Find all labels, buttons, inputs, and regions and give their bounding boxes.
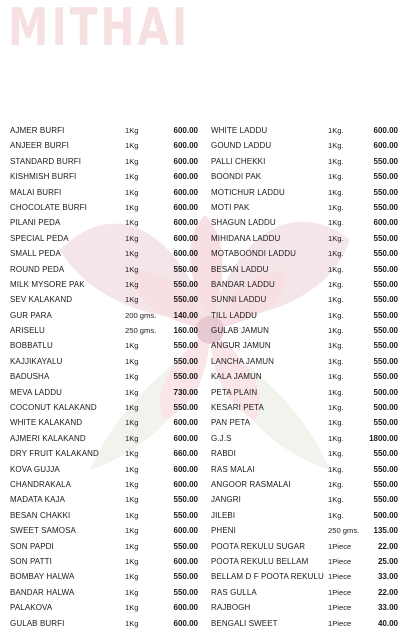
item-quantity: 1Kg. <box>328 141 344 151</box>
menu-item-row <box>10 431 197 446</box>
item-quantity: 250 gms. <box>125 326 157 336</box>
item-name: BELLAM D F POOTA REKULU <box>211 572 324 582</box>
item-quantity: 1Piece <box>328 618 352 628</box>
menu-item-row <box>211 123 398 138</box>
item-quantity: 1Kg. <box>328 433 344 443</box>
item-quantity: 1Kg. <box>328 156 344 166</box>
item-name: PHENI <box>211 526 236 536</box>
item-price: 25.00 <box>377 556 398 566</box>
item-quantity: 1Kg. <box>328 202 344 212</box>
item-quantity: 1Kg <box>125 387 139 397</box>
menu-item-row <box>211 185 398 200</box>
item-quantity: 1Kg <box>125 433 139 443</box>
item-name: MIHIDANA LADDU <box>211 233 281 243</box>
item-price: 550.00 <box>373 495 398 505</box>
item-price: 550.00 <box>373 479 398 489</box>
item-quantity: 1Kg. <box>328 510 344 520</box>
item-price: 550.00 <box>373 295 398 305</box>
menu-item-row <box>211 277 398 292</box>
item-quantity: 1Kg <box>125 418 139 428</box>
item-name: SEV KALAKAND <box>10 295 73 305</box>
item-name: AJMER BURFI <box>10 126 65 135</box>
item-price: 550.00 <box>173 572 198 582</box>
menu-item-row <box>211 138 398 153</box>
item-price: 550.00 <box>173 295 198 305</box>
item-quantity: 1Kg. <box>328 187 344 197</box>
item-name: GOUND LADDU <box>211 141 272 151</box>
item-name: MOTABOONDI LADDU <box>211 249 297 259</box>
item-price: 730.00 <box>173 387 198 397</box>
item-quantity: 1Piece <box>328 603 352 613</box>
item-price: 550.00 <box>173 510 198 520</box>
item-quantity: 1Kg. <box>328 310 344 320</box>
item-price: 550.00 <box>173 541 198 551</box>
item-price: 22.00 <box>377 541 398 551</box>
menu-item-row <box>10 569 197 584</box>
menu-item-row <box>10 492 197 507</box>
menu-item-row <box>211 616 398 631</box>
item-name: BESAN CHAKKI <box>10 510 71 520</box>
item-price: 550.00 <box>373 418 398 428</box>
menu-item-row <box>211 338 398 353</box>
item-price: 600.00 <box>173 618 198 628</box>
item-price: 160.00 <box>173 326 198 336</box>
item-price: 600.00 <box>173 141 198 151</box>
item-quantity: 200 gms. <box>125 310 157 320</box>
item-price: 660.00 <box>173 449 198 459</box>
item-name: LANCHA JAMUN <box>211 356 274 366</box>
item-name: PALLI CHEKKI <box>211 156 266 166</box>
item-quantity: 1Kg. <box>328 249 344 259</box>
item-quantity: 1Kg <box>125 603 139 613</box>
item-name: SON PAPDI <box>10 541 54 551</box>
item-quantity: 1Kg <box>125 218 139 228</box>
item-quantity: 1Kg. <box>328 449 344 459</box>
item-quantity: 1Piece <box>328 541 352 551</box>
item-quantity: 1Kg. <box>328 279 344 289</box>
item-quantity: 1Kg. <box>328 126 344 135</box>
item-name: AJMERI KALAKAND <box>10 433 86 443</box>
left-price-column <box>10 123 197 631</box>
menu-item-row <box>10 554 197 569</box>
item-name: KESARI PETA <box>211 403 264 413</box>
item-quantity: 1Kg <box>125 541 139 551</box>
menu-item-row <box>211 569 398 584</box>
item-price: 600.00 <box>173 556 198 566</box>
item-name: POOTA REKULU BELLAM <box>211 556 309 566</box>
menu-item-row <box>211 385 398 400</box>
item-quantity: 1Kg <box>125 403 139 413</box>
item-quantity: 1Kg <box>125 526 139 536</box>
menu-item-row <box>211 492 398 507</box>
menu-item-row <box>10 400 197 415</box>
item-name: RAJBOGH <box>211 603 251 613</box>
item-name: BOBBATLU <box>10 341 53 351</box>
item-price: 550.00 <box>373 449 398 459</box>
item-price: 550.00 <box>173 279 198 289</box>
item-price: 600.00 <box>173 418 198 428</box>
item-price: 600.00 <box>173 433 198 443</box>
item-quantity: 1Kg. <box>328 341 344 351</box>
item-name: BOMBAY HALWA <box>10 572 75 582</box>
menu-item-row <box>10 539 197 554</box>
menu-item-row <box>10 169 197 184</box>
menu-item-row <box>10 446 197 461</box>
item-price: 600.00 <box>173 464 198 474</box>
item-price: 40.00 <box>377 618 398 628</box>
item-price: 140.00 <box>173 310 198 320</box>
menu-item-row <box>10 477 197 492</box>
item-price: 550.00 <box>373 249 398 259</box>
item-price: 550.00 <box>373 187 398 197</box>
item-quantity: 1Kg <box>125 202 139 212</box>
item-name: COCONUT KALAKAND <box>10 403 97 413</box>
item-name: SUNNI LADDU <box>211 295 267 305</box>
item-name: SPECIAL PEDA <box>10 233 69 243</box>
menu-item-row <box>211 462 398 477</box>
item-name: MEVA LADDU <box>10 387 62 397</box>
page-title: MITHAI <box>8 0 191 58</box>
item-price: 600.00 <box>173 479 198 489</box>
item-price: 500.00 <box>373 403 398 413</box>
item-quantity: 1Kg. <box>328 387 344 397</box>
menu-item-row <box>211 431 398 446</box>
item-price: 600.00 <box>173 249 198 259</box>
menu-item-row <box>10 138 197 153</box>
item-name: ROUND PEDA <box>10 264 65 274</box>
item-name: PALAKOVA <box>10 603 53 613</box>
menu-item-row <box>10 154 197 169</box>
item-quantity: 1Kg <box>125 495 139 505</box>
item-quantity: 1Kg. <box>328 233 344 243</box>
menu-item-row <box>10 369 197 384</box>
item-name: RABDI <box>211 449 236 459</box>
item-price: 600.00 <box>373 126 398 135</box>
menu-item-row <box>10 600 197 615</box>
item-name: MOTI PAK <box>211 202 250 212</box>
menu-item-row <box>10 185 197 200</box>
item-name: MADATA KAJA <box>10 495 66 505</box>
item-price: 550.00 <box>173 495 198 505</box>
item-name: KAJJIKAYALU <box>10 356 63 366</box>
item-quantity: 1Kg <box>125 141 139 151</box>
item-quantity: 1Kg <box>125 279 139 289</box>
item-quantity: 1Kg <box>125 156 139 166</box>
item-name: BANDAR LADDU <box>211 279 275 289</box>
item-name: JILEBI <box>211 510 236 520</box>
item-price: 600.00 <box>173 202 198 212</box>
item-name: KALA JAMUN <box>211 372 262 382</box>
menu-item-row <box>10 616 197 631</box>
item-price: 550.00 <box>373 341 398 351</box>
item-name: TILL LADDU <box>211 310 258 320</box>
item-name: KISHMISH BURFI <box>10 172 77 182</box>
menu-item-row <box>211 600 398 615</box>
item-price: 550.00 <box>373 279 398 289</box>
item-name: RAS GULLA <box>211 587 257 597</box>
item-price: 600.00 <box>173 126 198 135</box>
item-price: 600.00 <box>173 187 198 197</box>
menu-item-row <box>211 323 398 338</box>
item-price: 600.00 <box>173 172 198 182</box>
item-quantity: 1Piece <box>328 572 352 582</box>
item-price: 135.00 <box>373 526 398 536</box>
menu-item-row <box>10 585 197 600</box>
item-price: 550.00 <box>373 202 398 212</box>
item-quantity: 1Kg <box>125 356 139 366</box>
item-name: SHAGUN LADDU <box>211 218 276 228</box>
menu-item-row <box>10 415 197 430</box>
menu-item-row <box>10 277 197 292</box>
item-quantity: 1Kg. <box>328 218 344 228</box>
item-name: JANGRI <box>211 495 241 505</box>
item-price: 550.00 <box>373 356 398 366</box>
item-quantity: 1Kg. <box>328 495 344 505</box>
item-name: CHANDRAKALA <box>10 479 72 489</box>
item-quantity: 1Kg <box>125 341 139 351</box>
item-quantity: 1Kg <box>125 372 139 382</box>
menu-item-row <box>211 231 398 246</box>
menu-item-row <box>211 169 398 184</box>
item-price: 550.00 <box>173 264 198 274</box>
item-quantity: 1Kg. <box>328 479 344 489</box>
menu-item-row <box>211 354 398 369</box>
item-quantity: 1Piece <box>328 556 352 566</box>
menu-item-row <box>211 200 398 215</box>
item-quantity: 1Kg <box>125 233 139 243</box>
item-quantity: 1Kg <box>125 510 139 520</box>
menu-item-row <box>10 200 197 215</box>
item-name: SON PATTI <box>10 556 52 566</box>
menu-item-row <box>10 246 197 261</box>
item-price: 550.00 <box>373 172 398 182</box>
item-name: KOVA GUJJA <box>10 464 60 474</box>
item-name: BESAN LADDU <box>211 264 269 274</box>
item-price: 600.00 <box>173 526 198 536</box>
item-quantity: 1Kg <box>125 249 139 259</box>
item-name: ANGOOR RASMALAI <box>211 479 291 489</box>
menu-item-row <box>10 262 197 277</box>
item-quantity: 1Kg. <box>328 326 344 336</box>
menu-item-row <box>10 523 197 538</box>
menu-item-row <box>10 308 197 323</box>
item-price: 600.00 <box>373 218 398 228</box>
item-price: 550.00 <box>173 403 198 413</box>
menu-item-row <box>211 477 398 492</box>
item-name: WHITE KALAKAND <box>10 418 83 428</box>
menu-item-row <box>211 369 398 384</box>
item-price: 550.00 <box>373 156 398 166</box>
item-quantity: 1Kg <box>125 572 139 582</box>
menu-item-row <box>211 539 398 554</box>
item-name: BENGALI SWEET <box>211 618 278 628</box>
item-name: WHITE LADDU <box>211 126 268 135</box>
item-name: BANDAR HALWA <box>10 587 75 597</box>
menu-item-row <box>10 508 197 523</box>
item-price: 33.00 <box>377 603 398 613</box>
item-name: SMALL PEDA <box>10 249 61 259</box>
item-price: 550.00 <box>373 326 398 336</box>
menu-item-row <box>10 385 197 400</box>
item-name: SWEET SAMOSA <box>10 526 76 536</box>
menu-item-row <box>10 215 197 230</box>
item-name: MOTICHUR LADDU <box>211 187 285 197</box>
item-quantity: 1Kg <box>125 172 139 182</box>
item-name: GULAB JAMUN <box>211 326 269 336</box>
item-name: POOTA REKULU SUGAR <box>211 541 306 551</box>
menu-item-row <box>10 354 197 369</box>
item-quantity: 1Piece <box>328 587 352 597</box>
item-price: 550.00 <box>173 372 198 382</box>
item-price: 550.00 <box>173 341 198 351</box>
item-name: PETA PLAIN <box>211 387 258 397</box>
item-price: 550.00 <box>373 464 398 474</box>
item-name: ANGUR JAMUN <box>211 341 271 351</box>
item-price: 1800.00 <box>369 433 398 443</box>
item-quantity: 1Kg <box>125 618 139 628</box>
item-name: MILK MYSORE PAK <box>10 279 85 289</box>
menu-item-row <box>10 123 197 138</box>
item-price: 600.00 <box>373 141 398 151</box>
item-price: 600.00 <box>173 603 198 613</box>
item-price: 550.00 <box>373 372 398 382</box>
menu-item-row <box>10 462 197 477</box>
item-quantity: 1Kg <box>125 264 139 274</box>
item-quantity: 1Kg. <box>328 372 344 382</box>
menu-item-row <box>211 523 398 538</box>
item-price: 600.00 <box>173 218 198 228</box>
item-quantity: 1Kg <box>125 587 139 597</box>
item-name: GULAB BURFI <box>10 618 65 628</box>
item-price: 500.00 <box>373 510 398 520</box>
item-price: 600.00 <box>173 156 198 166</box>
item-quantity: 1Kg. <box>328 295 344 305</box>
menu-item-row <box>211 400 398 415</box>
menu-item-row <box>211 154 398 169</box>
menu-item-row <box>10 338 197 353</box>
menu-item-row <box>211 246 398 261</box>
item-quantity: 1Kg <box>125 295 139 305</box>
item-name: DRY FRUIT KALAKAND <box>10 449 99 459</box>
item-quantity: 1Kg. <box>328 172 344 182</box>
item-quantity: 1Kg <box>125 464 139 474</box>
item-quantity: 250 gms. <box>328 526 360 536</box>
menu-item-row <box>211 415 398 430</box>
menu-item-row <box>211 308 398 323</box>
item-name: PAN PETA <box>211 418 251 428</box>
item-quantity: 1Kg <box>125 187 139 197</box>
menu-item-row <box>211 585 398 600</box>
item-quantity: 1Kg <box>125 449 139 459</box>
item-name: RAS MALAI <box>211 464 255 474</box>
item-name: BOONDI PAK <box>211 172 262 182</box>
item-name: PILANI PEDA <box>10 218 61 228</box>
right-price-column <box>211 123 398 631</box>
item-price: 550.00 <box>373 233 398 243</box>
item-quantity: 1Kg. <box>328 418 344 428</box>
menu-item-row <box>211 292 398 307</box>
item-price: 22.00 <box>377 587 398 597</box>
item-quantity: 1Kg <box>125 556 139 566</box>
item-price: 550.00 <box>373 264 398 274</box>
menu-item-row <box>211 554 398 569</box>
item-price: 550.00 <box>373 310 398 320</box>
item-price: 550.00 <box>173 587 198 597</box>
item-name: CHOCOLATE BURFI <box>10 202 87 212</box>
item-name: G.J.S <box>211 433 232 443</box>
item-name: ANJEER BURFI <box>10 141 69 151</box>
item-quantity: 1Kg <box>125 479 139 489</box>
item-quantity: 1Kg. <box>328 264 344 274</box>
item-name: GUR PARA <box>10 310 52 320</box>
menu-item-row <box>211 508 398 523</box>
menu-item-row <box>211 262 398 277</box>
item-quantity: 1Kg. <box>328 403 344 413</box>
item-quantity: 1Kg <box>125 126 139 135</box>
menu-item-row <box>211 446 398 461</box>
menu-item-row <box>10 323 197 338</box>
item-price: 500.00 <box>373 387 398 397</box>
item-price: 33.00 <box>377 572 398 582</box>
item-name: BADUSHA <box>10 372 50 382</box>
item-quantity: 1Kg. <box>328 464 344 474</box>
menu-item-row <box>10 231 197 246</box>
item-price: 550.00 <box>173 356 198 366</box>
item-quantity: 1Kg. <box>328 356 344 366</box>
item-price: 600.00 <box>173 233 198 243</box>
item-name: ARISELU <box>10 326 45 336</box>
item-name: STANDARD BURFI <box>10 156 82 166</box>
item-name: MALAI BURFI <box>10 187 62 197</box>
menu-item-row <box>211 215 398 230</box>
menu-item-row <box>10 292 197 307</box>
